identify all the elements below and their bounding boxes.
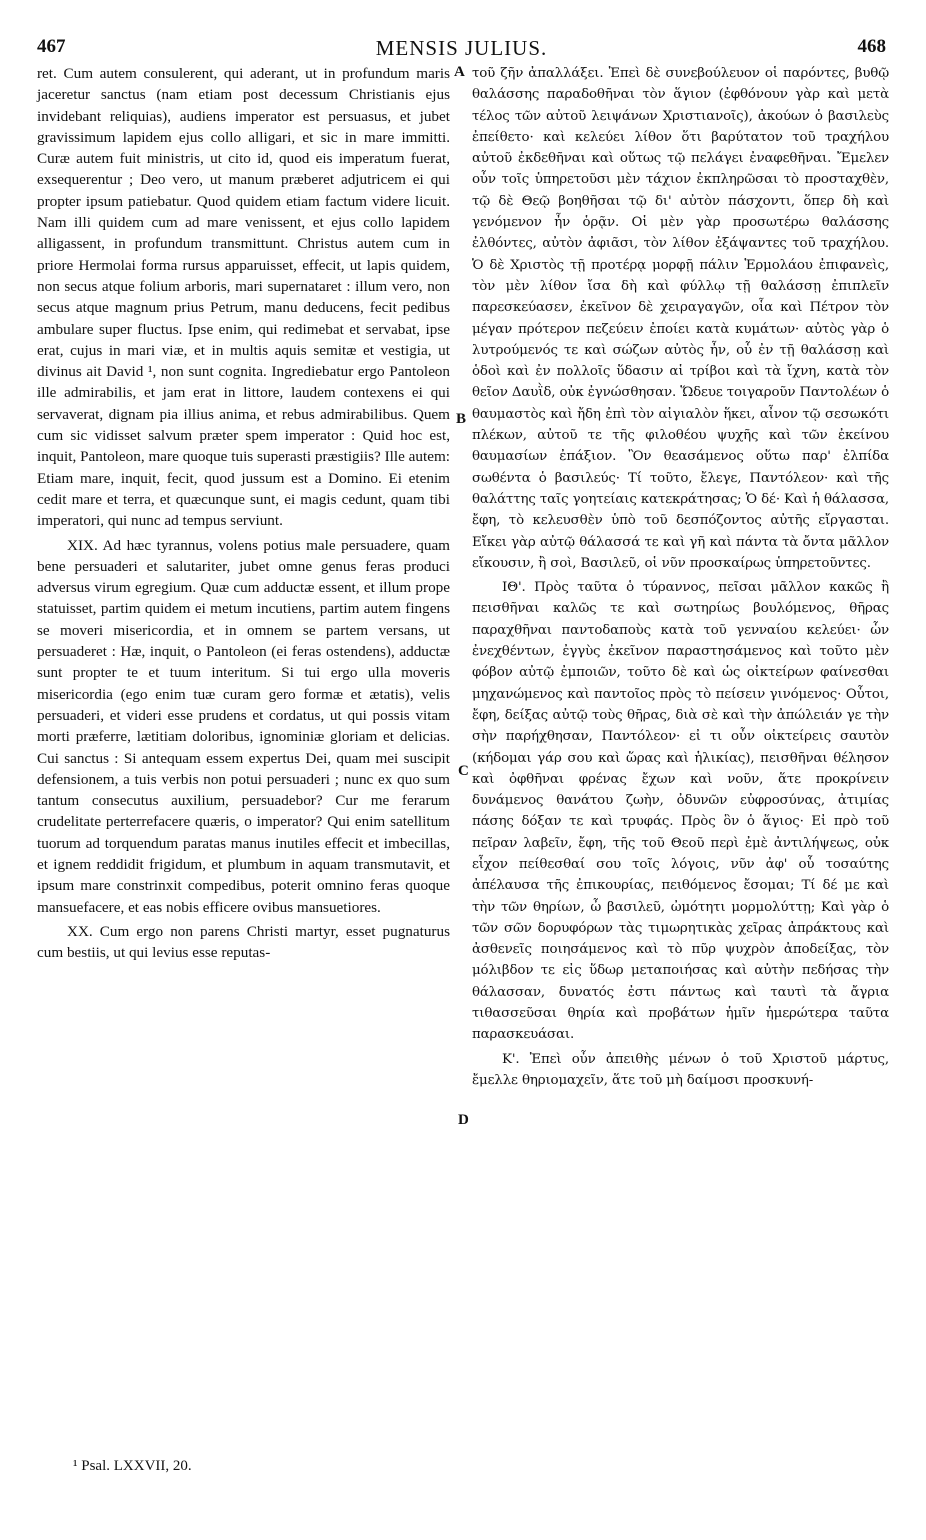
- footnote: ¹ Psal. LXXVII, 20.: [73, 1458, 192, 1474]
- page-number-left: 467: [37, 36, 66, 57]
- section-marker-c: C: [458, 763, 469, 779]
- running-header: [37, 36, 886, 66]
- section-marker-b: B: [456, 411, 467, 427]
- greek-paragraph: τοῦ ζῆν ἀπαλλάξει. Ἐπεὶ δὲ συνεβούλευον οἱ παρόντες, βυθῷ θαλάσσης παραδοθῆναι τὸν ἅγιον (ἐφθόνουν γὰρ καὶ μετὰ τέλος τῶν αὐτοῦ λειψάνων Χριστιανοῖς), ἀκούων ὁ βασιλεὺς ἐπείθετο· καὶ κελεύει λίθον ὅτι βαρύτατον τοῦ τραχήλου αὐτοῦ ἐκδεθῆναι καὶ οὕτως τῷ πελάγει ἐναφεθῆναι. Ἔμελεν οὖν τοῖς ὑπηρετοῦσι μὲν τάχιον ἐκπληρῶσαι τὸ προσταχθὲν, τῷ δὲ Θεῷ βοηθῆσαι τῷ δι' αὐτὸν πάσχοντι, ὅπερ δὴ καὶ γενόμενον ἦν ὁρᾷν. Οἱ μὲν γὰρ προσωτέρω θαλάσσης ἐλθόντες, αὐτὸν ἀφιᾶσι, τὸν λίθον ἐξάψαντες τοῦ τραχήλου. Ὁ δὲ Χριστὸς τῇ προτέρᾳ μορφῇ πάλιν Ἑρμολάου ἐπιφανεὶς, τὸν μὲν λίθον ἴσα δὴ καὶ φύλλῳ τῇ θαλάσσῃ ἐπιπλεῖν παρεσκεύασεν, ἐκεῖνον δὲ χειραγαγῶν, οἷα καὶ Πέτρον τὸν μέγαν πρότερον πεζεύειν ἐποίει κατὰ κυμάτων· αὐτὸς γὰρ ὁ λυτρούμενός τε καὶ σώζων αὐτὸς ἦν, οὗ ἐν τῇ θαλάσσῃ καὶ ὁδοὶ καὶ ἐν πολλοῖς ὕδασιν αἱ τρίβοι καὶ τὰ ἴχνη, κατὰ τὸν θεῖον Δαυῒδ, οὐκ ἐγνώσθησαν. Ὥδευε τοιγαροῦν Παντολέων ὁ θαυμαστὸς καὶ ἤδη ἐπὶ τὸν αἰγιαλὸν ἥκει, αἶνον τῷ σεσωκότι πλέκων, αὐτοῦ τε τῆς φιλοθέου ψυχῆς καὶ τῶν ἐκείνου θαυμασίων ἐπάξιον. Ὃν θεασάμενος οὕτω παρ' ἐλπίδα σωθέντα ὁ βασιλεύς· Τί τοῦτο, ἔλεγε, Παντόλεον· καὶ τῆς θαλάττης ταῖς γοητείαις κατεκράτησας; Ὁ δέ· Καὶ ἡ θάλασσα, ἔφη, τὸ κελευσθὲν ὑπὸ τοῦ δεσπόζοντος αὐτῆς εἴργασται. Εἴκει γὰρ αὐτῷ θάλασσά τε καὶ γῆ καὶ πάντα τὰ ὄντα μᾶλλον εἴκουσιν, ἢ σοὶ, Βασιλεῦ, οἱ νῦν προσκαίρως ὑπηρετοῦντες.: [472, 66, 889, 571]
- page-number-right: 468: [857, 36, 886, 57]
- running-title: MENSIS JULIUS.: [375, 36, 548, 60]
- greek-paragraph: ΙΘ'. Πρὸς ταῦτα ὁ τύραννος, πεῖσαι μᾶλλον κακῶς ἢ πεισθῆναι καλῶς τε καὶ σωτηρίως βουλόμενος, θῆρας παραχθῆναι παντοδαποὺς κατὰ τοῦ γενναίου κελεύει· ὧν ἐνεχθέντων, ἐγγὺς ἐκεῖνον παραστησάμενος καὶ τοῦτο μὲν φόβον αὐτῷ ἐμποιῶν, τοῦτο δὲ καὶ ὡς οἰκτείρων φαίνεσθαι μηχανώμενος καὶ παντοῖος πρὸς τὸ πείσειν γινόμενος· Οὗτοι, ἔφη, δείξας αὐτῷ τοὺς θῆρας, διὰ σὲ καὶ τὴν ἀπώλειάν γε τὴν σὴν παρήχθησαν, Παντόλεον· εἰ τι οὖν οἰκτείρεις σαυτὸν (κήδομαι γάρ σου καὶ ὥρας καὶ ἡλικίας), πεισθῆναι θέλησον καὶ ὀφθῆναι φρένας ἔχων καὶ νοῦν, ἅτε προκρίνειν δυνάμενος θανάτου ζωὴν, ὀδυνῶν εὐφροσύνας, ἀτιμίας πάσης δόξαν τε καὶ τρυφάς. Πρὸς ὃν ὁ ἅγιος· Εἰ πρὸ τοῦ πεῖραν λαβεῖν, ἔφη, τῆς τοῦ Θεοῦ περὶ ἐμὲ ἀντιλήψεως, οὐκ εἶχον πείθεσθαί σου τοῖς λόγοις, νῦν ἀφ' οὗ τοσαύτης ἀπέλαυσα τῆς ἐπικουρίας, πειθόμενος ἔσομαι; Τί δέ με καὶ τὴν τῶν θηρίων, ὦ βασιλεῦ, ὠμότητι μορμολύττῃ; Καὶ γὰρ ὁ τῶν σῶν δορυφόρων τὰς τιμωρητικὰς χεῖρας ἀπράκτους καὶ ἀσθενεῖς ποιησάμενος καὶ τὸ πῦρ ψυχρὸν ἀποδείξας, τὸν μόλιβδον τε εἰς ὕδωρ μεταποιήσας καὶ αὐτὴν πεδήσας τὴν θάλασσαν, δυνατός ἐστι πάντως καὶ ταυτὶ τὰ ἄγρια τιθασσεῦσαι θηρία καὶ προβάτων ἡμῖν ἡμερώτερα ταῦτα παρασκευάσαι.: [472, 580, 889, 1043]
- section-marker-a: A: [454, 64, 465, 80]
- latin-column: [37, 63, 450, 963]
- latin-paragraph: XIX. Ad hæc tyrannus, volens potius male persuadere, quam bene persuaderi et salutariter, jubet omne genus feras produci adversus virum egregium. Quæ cum adductæ essent, et illum prope statuisset, partim quidem ei metum incutiens, partim autem fingens se moveri misericordia, et in omnem se partem versans, ut persuaderet : Hæ, inquit, o Pantoleon (ei feras ostendens), adductæ sunt propter te et tuum interitum. Si tui ergo ulla moveris misericordia (ego enim tuæ curam gero formæ et ætatis), velis persuaderi, et videri esse prudens et cordatus, ut qui possis vitam morti præferre, lætitiam doloribus, ignominiæ gloriam et delicias. Cui sanctus : Si antequam essem expertus Dei, quam mei suscipit defensionem, a tuis verbis non potui persuaderi ; nunc ex quo sum tantum consecutus auxilium, persuadebor? Cur me ferarum crudelitate perterrefacere quæris, o imperator? Qui enim satellitum tuorum ad torquendum paratas manus inutiles effecit et imbecillas, et ignem reddidit frigidum, et plumbum in aquam transmutavit, et ipsum mare constrinxit compedibus, poterit omnino feras quoque mansuefacere, et eas nobis efficere ovibus mansuetiores.: [37, 536, 450, 916]
- section-marker-d: D: [458, 1112, 469, 1128]
- greek-paragraph: Κ'. Ἐπεὶ οὖν ἀπειθὴς μένων ὁ τοῦ Χριστοῦ μάρτυς, ἔμελλε θηριομαχεῖν, ἅτε τοῦ μὴ δαίμοσι προσκυνή-: [472, 1051, 889, 1088]
- latin-paragraph: ret. Cum autem consulerent, qui aderant, ut in profundum maris jaceretur sanctus (nam etiam post decessum Christianis ejus invidebant reliquias), audiens imperator est persuasus, et jubet gravissimum lapidem ejus collo alligari, et sic in mare immitti. Curæ autem fuit ministris, ut cito id, quod eis imperatum fuerat, exsequerentur ; Deo vero, ut manum præberet adjutricem ei qui propter ipsum patiebatur. Quod quidem etiam factum videre licuit. Nam illi quidem cum ad mare venissent, et ejus collo lapidem alligassent, in profundum transmittunt. Christus autem cum in priore Hermolai forma rursus apparuisset, effecit, ut lapis quidem, non secus atque folium arboris, mari supernataret : illum vero, non secus atque magnum prius Petrum, manu deducens, fecit pedibus ambulare super fluctus. Ipse enim, qui redimebat et servabat, ipse erat, cujus in mari viæ, et in multis aquis semitæ et vestigia, ut divinus ait David ¹, non sunt cognita. Ingrediebatur ergo Pantoleon ille admirabilis, et jam erat in littore, laudem contexens ei qui servaverat, dignam pia illius anima, et rebus admirabilibus. Quem cum sic vidisset salvum præter spem imperator : Quid hoc est, inquit, Pantoleon, mare quoque tuis superasti præstigiis? Ille autem: Etiam mare, inquit, fecit, quod jussum est a Domino. Ei etenim cedit mare et terra, et quæcunque sunt, ei magis cedunt, quam tibi imperatori, qui nunc ad tempus serviunt.: [37, 65, 450, 530]
- latin-paragraph: XX. Cum ergo non parens Christi martyr, esset pugnaturus cum bestiis, ut qui levius esse reputas-: [37, 922, 450, 962]
- greek-column: [472, 63, 889, 1091]
